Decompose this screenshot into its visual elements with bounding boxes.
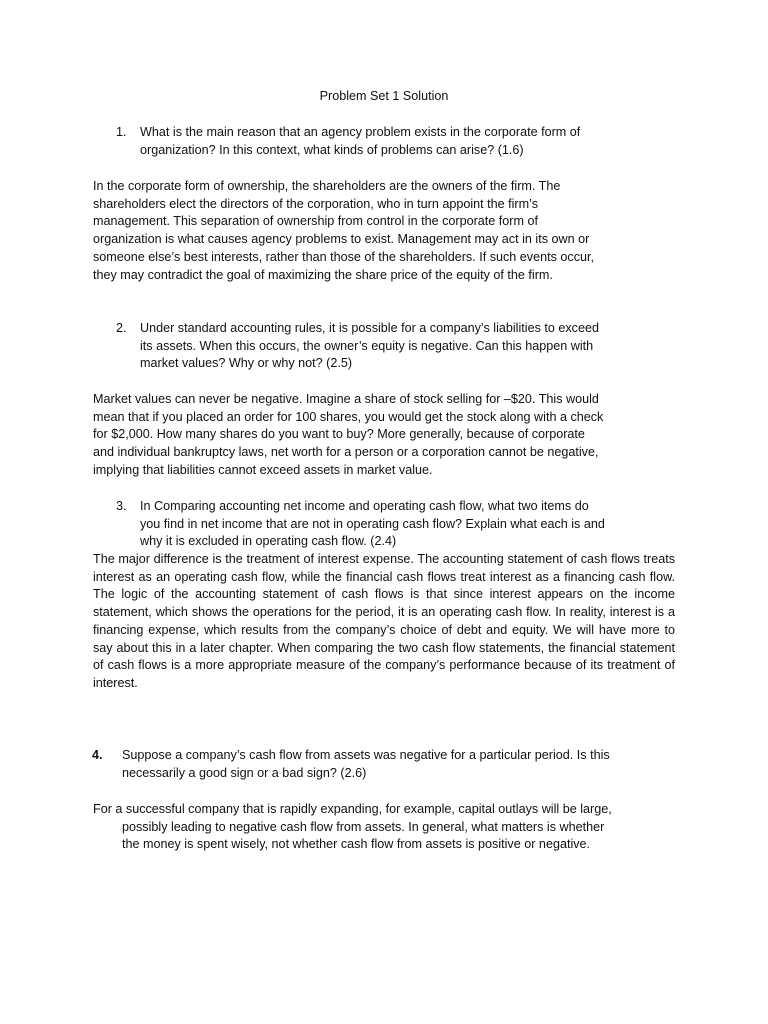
answer-3: The major difference is the treatment of interest expense. The accounting statement of cash flows treats interest as an operating cash flow, while the financial cash flows treat interest as a financing cash flow. The logic of the accounting statement of cash flows is that since interest appears on the income statement, which shows the operations for the period, it is an operating cash flow. In reality, interest is a financing expense, which results from the company’s choice of debt and equity. We will have more to say about this in a later chapter. When comparing the two cash flow statements, the financial statement of cash flows is a more appropriate measure of the company’s performance because of its treatment of interest. — [93, 552, 675, 690]
question-number: 4. — [92, 748, 103, 762]
question-number: 3. — [116, 499, 127, 513]
question-line: In Comparing accounting net income and operating cash flow, what two items do — [140, 499, 589, 513]
question-line: organization? In this context, what kinds of problems can arise? (1.6) — [140, 142, 524, 157]
question-line: why it is excluded in operating cash flow. (2.4) — [140, 534, 397, 549]
answer-line: In the corporate form of ownership, the shareholders are the owners of the firm. The — [93, 179, 561, 193]
answer-line: for $2,000. How many shares do you want to buy? More generally, because of corporate — [93, 427, 585, 442]
answer-line: organization is what causes agency problems to exist. Management may act in its own or — [93, 232, 590, 247]
question-line: its assets. When this occurs, the owner’s equity is negative. Can this happen with — [140, 338, 594, 353]
question-2 — [116, 320, 660, 373]
answer-line: For a successful company that is rapidly expanding, for example, capital outlays will be large, — [93, 802, 612, 816]
answer-4 — [93, 801, 675, 854]
answer-line: implying that liabilities cannot exceed assets in market value. — [93, 462, 433, 477]
answer-line: they may contradict the goal of maximizing the share price of the equity of the firm. — [93, 267, 553, 282]
answer-1 — [93, 178, 675, 284]
page-title: Problem Set 1 Solution — [319, 89, 449, 103]
question-line: Under standard accounting rules, it is possible for a company’s liabilities to exceed — [140, 321, 599, 335]
question-line: market values? Why or why not? (2.5) — [140, 356, 353, 371]
answer-line: mean that if you placed an order for 100 shares, you would get the stock along with a check — [93, 409, 604, 424]
question-line: Suppose a company’s cash flow from assets was negative for a particular period. Is this — [122, 748, 610, 762]
question-1 — [116, 124, 660, 159]
question-number: 1. — [116, 125, 127, 139]
question-line: you find in net income that are not in operating cash flow? Explain what each is and — [140, 516, 605, 531]
answer-line: the money is spent wisely, not whether cash flow from assets is positive or negative. — [122, 837, 591, 852]
answer-line: shareholders elect the directors of the corporation, who in turn appoint the firm’s — [93, 196, 538, 211]
question-line: necessarily a good sign or a bad sign? (2.6) — [122, 765, 367, 780]
answer-2 — [93, 391, 675, 480]
answer-line: Market values can never be negative. Imagine a share of stock selling for –$20. This would — [93, 392, 599, 406]
question-3 — [116, 498, 660, 551]
answer-line: and individual bankruptcy laws, net worth for a person or a corporation cannot be negative, — [93, 445, 599, 460]
question-4 — [92, 747, 674, 782]
answer-line: possibly leading to negative cash flow from assets. In general, what matters is whether — [122, 819, 605, 834]
question-number: 2. — [116, 321, 127, 335]
question-line: What is the main reason that an agency problem exists in the corporate form of — [140, 125, 581, 139]
answer-line: someone else’s best interests, rather than those of the shareholders. If such events occur, — [93, 249, 595, 264]
answer-line: management. This separation of ownership from control in the corporate form of — [93, 214, 538, 229]
